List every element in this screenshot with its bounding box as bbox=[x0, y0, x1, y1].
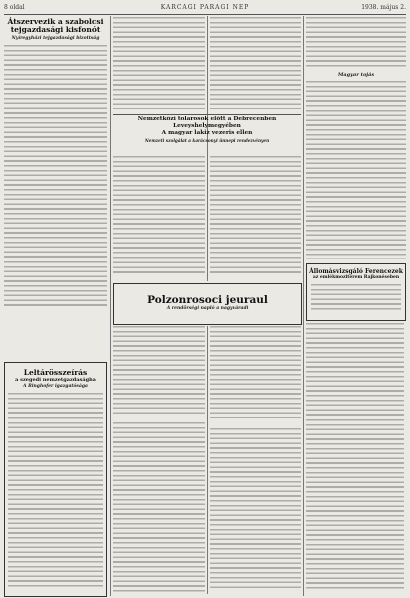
newspaper-title: KARCAGI PARAGI NEP bbox=[160, 4, 250, 11]
subheading-4: A rendőrségi napló a nagyváradi bbox=[166, 306, 249, 311]
article-4-body bbox=[210, 428, 301, 588]
column-4 bbox=[306, 17, 406, 592]
column-divider bbox=[207, 326, 208, 594]
headline-4: Polzonrosoci jeuraul bbox=[147, 294, 268, 306]
article-4-body bbox=[113, 326, 205, 414]
headline-3-line-2: A magyar lakiz vezeris ellen bbox=[161, 130, 253, 136]
headline-3-line-1: Nemzetközi tolarosok előtt a Debrecenben Leveyshelymegyében bbox=[137, 116, 277, 129]
headline-5-line-1: Állomásvizsgáló Ferencezek bbox=[309, 268, 403, 275]
section-rule bbox=[113, 114, 301, 115]
article-4-col-b bbox=[210, 326, 301, 594]
headline-2-line-1: Leltárösszeírás bbox=[23, 368, 88, 377]
article-3-head bbox=[113, 116, 301, 154]
article-body bbox=[210, 17, 301, 109]
article-4-body bbox=[210, 326, 301, 418]
article-4-col-a bbox=[113, 326, 205, 594]
page-number: 8 oldal bbox=[4, 4, 25, 11]
subheading-1: Nyíregyházi tejgazdasági bizottság bbox=[11, 36, 100, 41]
subheading-3: Nemzeti szolgálat a karácsonyi ünnepi rendezvényen bbox=[144, 138, 270, 143]
headline-1-line-1: Átszervezik a szabolcsi bbox=[7, 17, 104, 26]
article-5-deck bbox=[311, 284, 401, 310]
issue-date: 1938. május 2. bbox=[361, 4, 406, 11]
article-4-body bbox=[113, 422, 205, 592]
article-2-box bbox=[4, 362, 107, 597]
article-1-body bbox=[4, 45, 107, 307]
article-3-body bbox=[210, 156, 301, 276]
headline-1-line-2: tejgazdasági kisfonót bbox=[10, 25, 101, 34]
article-5-box bbox=[306, 263, 406, 321]
column-1 bbox=[4, 17, 107, 597]
column-divider bbox=[110, 16, 111, 596]
column-3-top bbox=[210, 17, 301, 113]
headline-2-line-2: a szegedi nemzetgazdaságba bbox=[15, 377, 96, 383]
article-3-body bbox=[113, 156, 205, 276]
article-body bbox=[306, 17, 406, 69]
subheading-2: A Ringhofer igazgatósága bbox=[23, 384, 88, 389]
column-divider bbox=[303, 16, 304, 596]
article-body bbox=[113, 17, 205, 109]
article-3-col-b bbox=[210, 156, 301, 278]
article-6-body bbox=[306, 81, 406, 259]
headline-6: Magyar tojás bbox=[337, 72, 375, 78]
header-rule bbox=[4, 14, 406, 15]
headline-5-line-2: az emlékmoziterem Rajkonéseben bbox=[312, 275, 400, 280]
page-header bbox=[4, 3, 406, 13]
article-5-body bbox=[306, 323, 404, 589]
column-2-top bbox=[113, 17, 205, 113]
article-3-col-a bbox=[113, 156, 205, 278]
article-4-box bbox=[113, 283, 302, 325]
article-2-body bbox=[8, 393, 103, 588]
